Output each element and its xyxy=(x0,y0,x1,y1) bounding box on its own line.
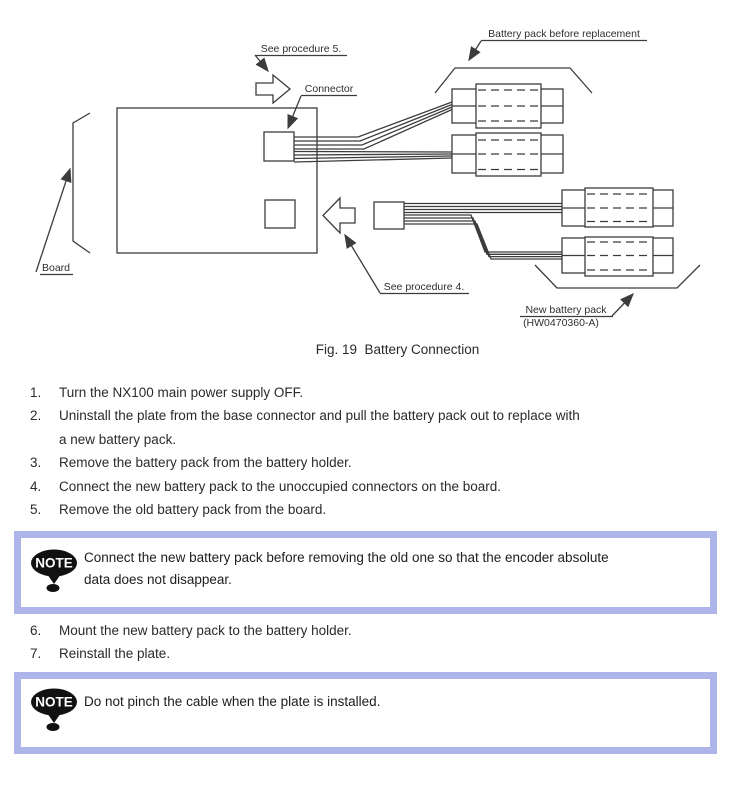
note-text xyxy=(84,691,704,713)
leader-battery-pack-before xyxy=(469,41,481,60)
step-number: 7. xyxy=(30,646,42,662)
step-text-line: Uninstall the plate from the base connector and pull the battery pack out to replace with xyxy=(59,408,580,424)
label-see-procedure-4: See procedure 4. xyxy=(383,281,465,293)
note-speech-bubble-icon xyxy=(24,688,84,732)
step-number: 1. xyxy=(30,385,42,400)
label-connector: Connector xyxy=(304,83,354,95)
note-text-line: Do not pinch the cable when the plate is installed. xyxy=(84,694,381,709)
step-number: 3. xyxy=(30,455,42,471)
board-bracket xyxy=(73,113,90,253)
procedure-steps-6-7 xyxy=(30,619,714,666)
note-text-line: data does not disappear. xyxy=(84,572,232,588)
old-battery-pack-2 xyxy=(452,133,563,176)
label-see-procedure-5: See procedure 5. xyxy=(260,43,342,55)
figure-caption: Fig. 19 Battery Connection xyxy=(315,342,480,357)
board-connector-unoccupied xyxy=(265,200,295,228)
board-outline xyxy=(117,108,317,253)
step-number: 2. xyxy=(30,408,42,424)
step-item xyxy=(30,619,714,642)
step-text-line: Mount the new battery pack to the battery holder. xyxy=(59,623,352,638)
battery-connection-diagram xyxy=(0,0,739,340)
step-item xyxy=(30,381,714,404)
step-number: 4. xyxy=(30,478,42,494)
step-item xyxy=(30,642,714,665)
step-item xyxy=(30,475,714,498)
leader-new-battery-pack xyxy=(612,294,633,316)
new-battery-pack-2 xyxy=(562,237,673,276)
note-text-line: Connect the new battery pack before removing the old one so that the encoder absolute xyxy=(84,550,609,565)
step-number: 5. xyxy=(30,502,42,518)
note-icon-label: NOTE xyxy=(35,694,73,710)
board-connector-occupied xyxy=(264,132,294,161)
label-new-battery-pack-part-no: (HW0470360-A) xyxy=(523,317,599,329)
leader-see-procedure-4 xyxy=(345,235,380,293)
new-battery-pack-1 xyxy=(562,188,673,227)
block-arrow-right-icon xyxy=(256,75,290,103)
label-board: Board xyxy=(41,262,71,274)
wires-new-pack-2 xyxy=(404,215,562,259)
step-text-line: Remove the battery pack from the battery holder. xyxy=(59,455,352,471)
note-speech-bubble-icon xyxy=(24,549,84,593)
step-text-line: Connect the new battery pack to the unoccupied connectors on the board. xyxy=(59,478,502,494)
step-text-line: Remove the old battery pack from the board. xyxy=(59,502,327,518)
new-pack-connector xyxy=(374,202,404,229)
block-arrow-left-icon xyxy=(323,198,355,233)
wires-new-pack-1 xyxy=(404,204,562,213)
procedure-steps-1-5 xyxy=(30,381,714,521)
step-text-line: Reinstall the plate. xyxy=(59,646,171,662)
leader-see-procedure-5 xyxy=(255,55,268,71)
step-number: 6. xyxy=(30,623,42,638)
wires-old-pack-2 xyxy=(294,152,452,163)
leader-board xyxy=(36,169,70,272)
note-text xyxy=(84,547,704,592)
step-item xyxy=(30,498,714,521)
label-new-battery-pack: New battery pack xyxy=(525,304,607,316)
wires-old-pack-1 xyxy=(294,102,452,149)
step-text-line: Turn the NX100 main power supply OFF. xyxy=(59,385,304,400)
old-battery-pack-1 xyxy=(452,84,563,128)
step-item xyxy=(30,451,714,474)
label-battery-pack-before-replacement: Battery pack before replacement xyxy=(488,28,640,40)
step-text-line: a new battery pack. xyxy=(59,431,177,447)
note-icon-label: NOTE xyxy=(35,555,73,571)
step-item xyxy=(30,404,714,451)
